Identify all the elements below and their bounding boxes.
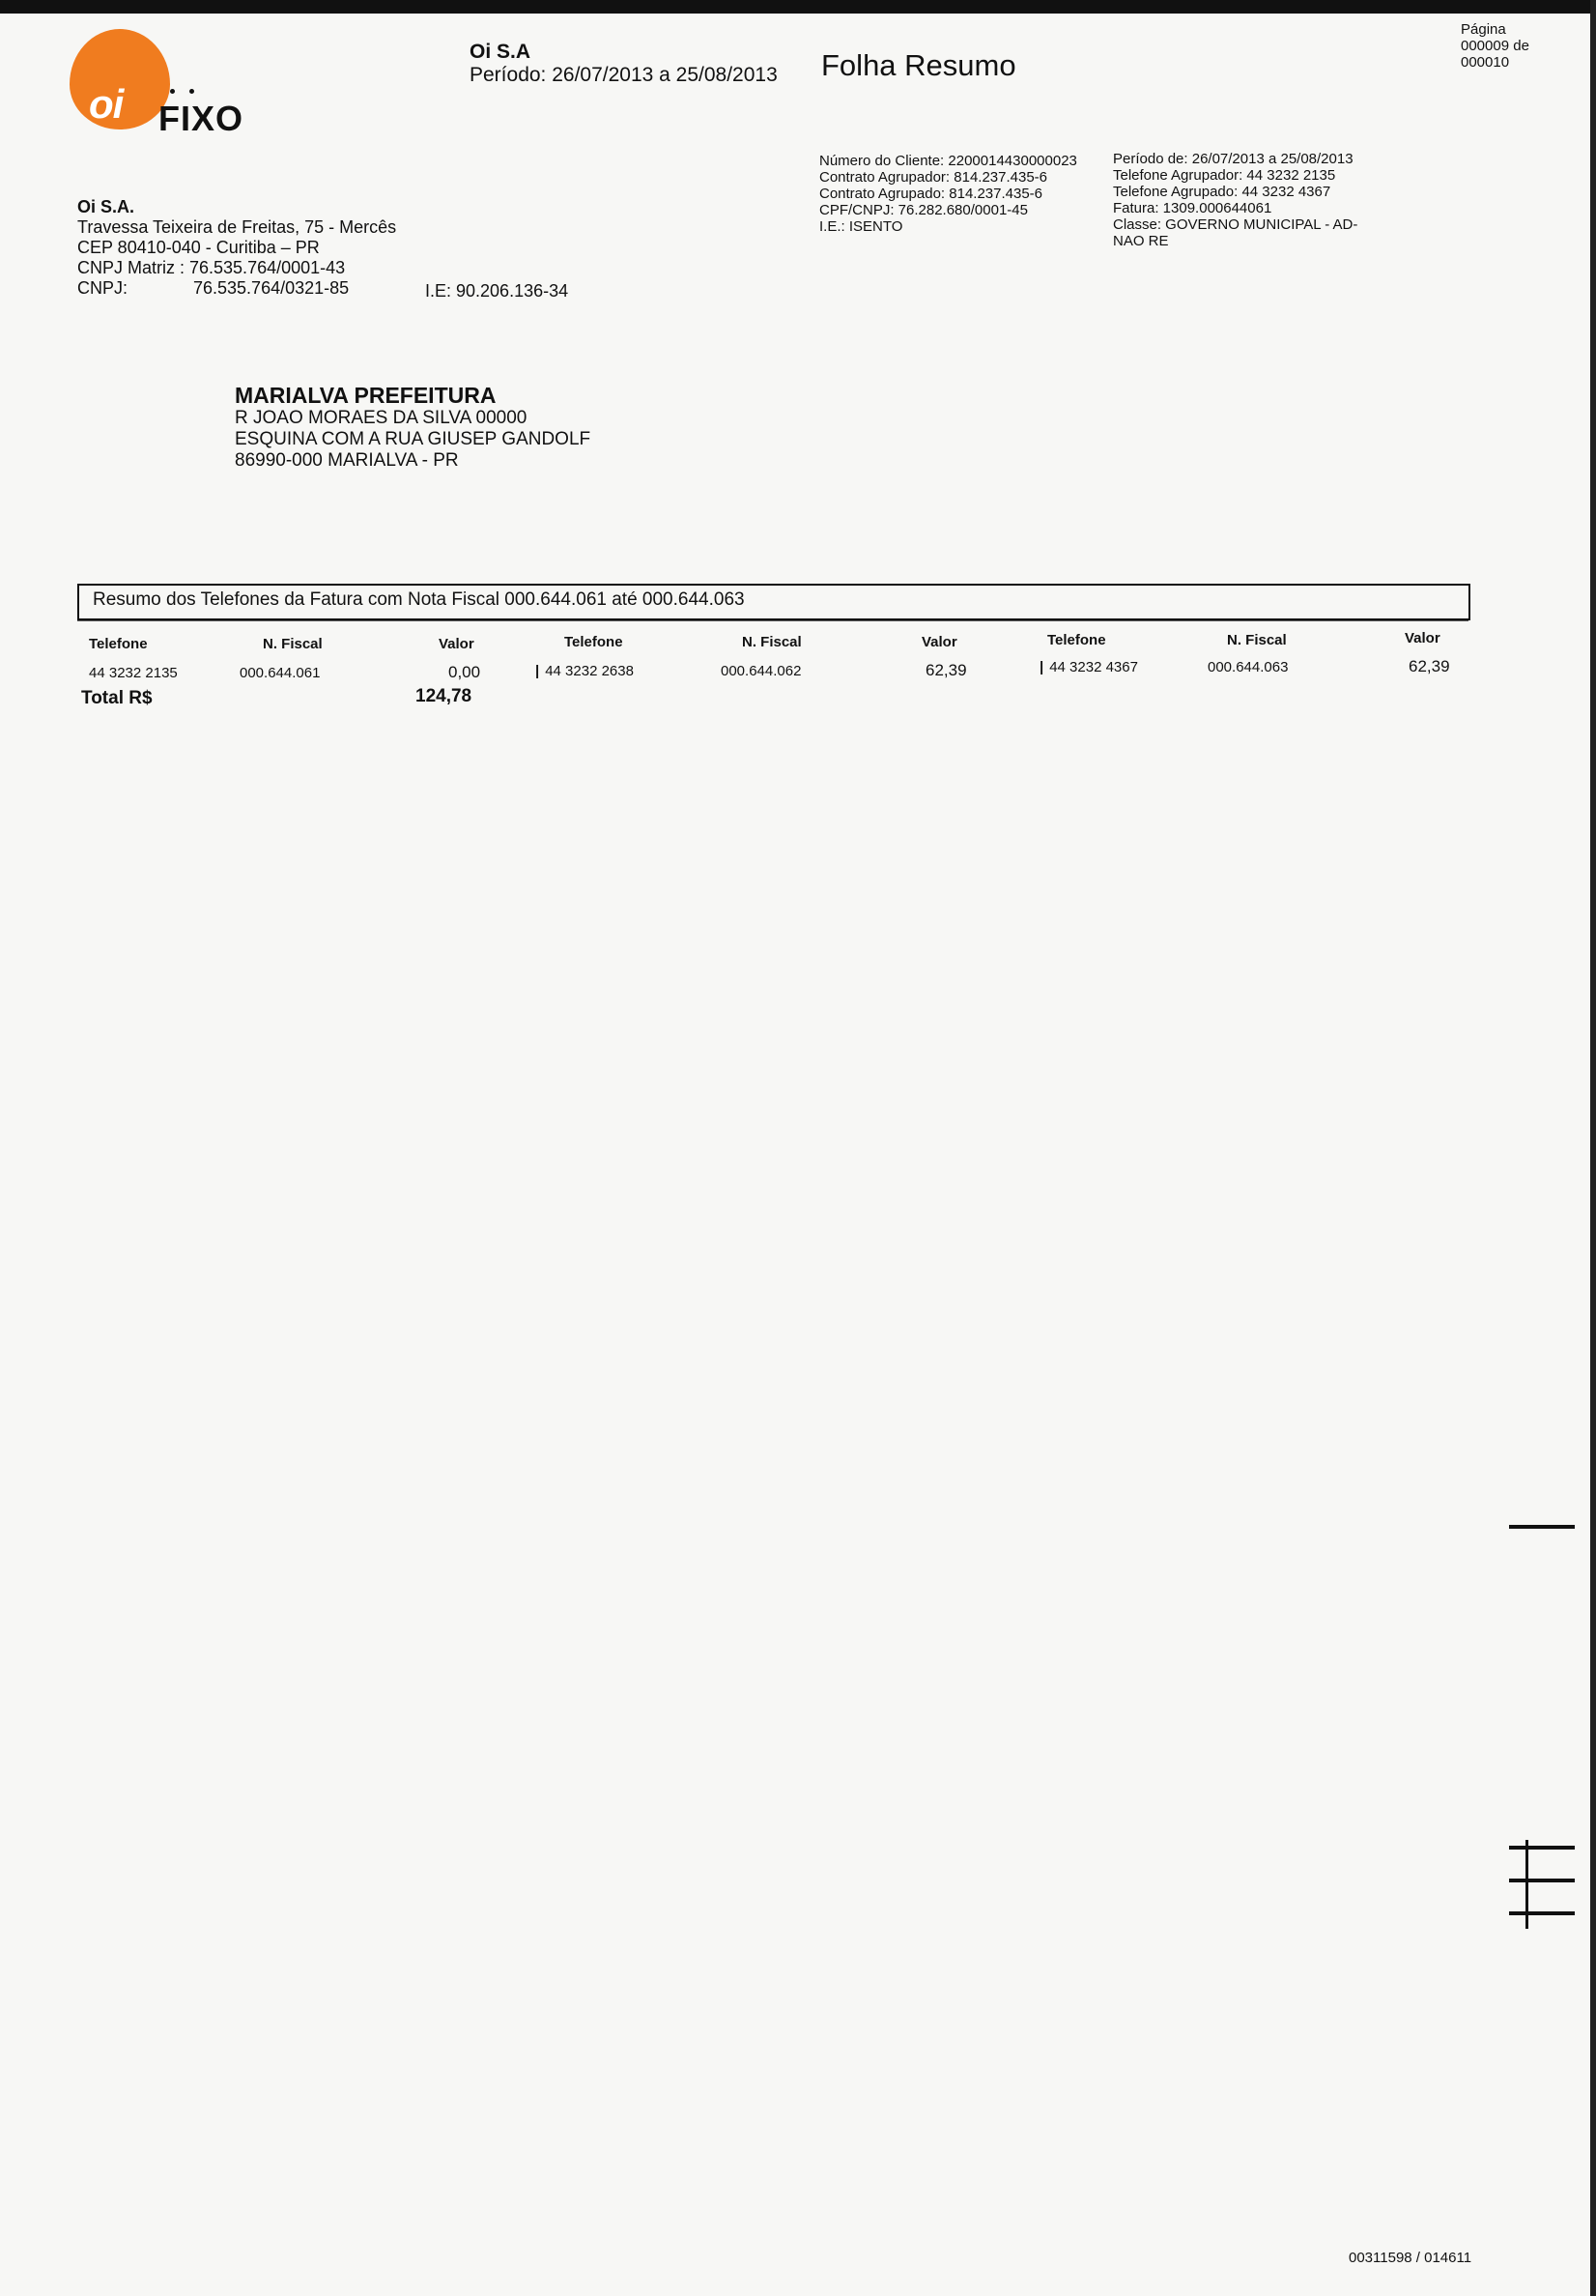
- col-header-valor: Valor: [1405, 630, 1440, 646]
- total-value: 124,78: [415, 686, 472, 706]
- row-telefone: | 44 3232 2638: [535, 663, 634, 679]
- header-company: Oi S.A: [470, 41, 531, 63]
- row-nfiscal: 000.644.062: [721, 663, 802, 679]
- page-total: 000010: [1461, 54, 1510, 71]
- issuer-cnpj: [77, 278, 396, 299]
- client-class: Classe: GOVERNO MUNICIPAL - AD-: [1113, 216, 1358, 233]
- recipient-line: 86990-000 MARIALVA - PR: [235, 450, 459, 471]
- page-title: Folha Resumo: [821, 48, 1016, 82]
- issuer-address: Travessa Teixeira de Freitas, 75 - Mercês: [77, 217, 397, 237]
- col-header-valor: Valor: [439, 636, 474, 652]
- col-header-nfiscal: N. Fiscal: [263, 636, 323, 652]
- scan-right-border: [1590, 0, 1596, 2296]
- page-number: 000009 de: [1461, 38, 1529, 54]
- issuer-cnpj-value: 76.535.764/0321-85: [193, 278, 350, 298]
- row-telefone: | 44 3232 4367: [1040, 659, 1138, 675]
- issuer-cnpj-label: CNPJ:: [77, 278, 128, 298]
- recipient-address: [235, 385, 590, 472]
- header-period: Período: 26/07/2013 a 25/08/2013: [470, 64, 778, 86]
- cpf-cnpj: CPF/CNPJ: 76.282.680/0001-45: [819, 202, 1028, 218]
- summary-title: Resumo dos Telefones da Fatura com Nota Fiscal 000.644.061 até 000.644.063: [93, 589, 745, 610]
- client-number: Número do Cliente: 2200014430000023: [819, 153, 1077, 169]
- scan-mark-vertical: [1525, 1840, 1528, 1929]
- col-header-valor: Valor: [922, 634, 957, 650]
- row-valor: 62,39: [926, 661, 967, 679]
- row-nfiscal: 000.644.063: [1208, 659, 1289, 675]
- col-header-telefone: Telefone: [1047, 632, 1106, 648]
- logo-dot: [170, 89, 175, 94]
- scan-mark: [1509, 1879, 1575, 1882]
- page-label: Página: [1461, 21, 1506, 38]
- client-ie: I.E.: ISENTO: [819, 218, 903, 235]
- client-info-right: [1113, 151, 1403, 249]
- row-telefone: 44 3232 2135: [89, 665, 178, 681]
- issuer-ie: I.E: 90.206.136-34: [425, 281, 569, 301]
- scan-mark: [1509, 1911, 1575, 1915]
- issuer-cnpj-matriz: CNPJ Matriz : 76.535.764/0001-43: [77, 258, 346, 277]
- row-valor: 62,39: [1409, 657, 1450, 675]
- recipient-name: MARIALVA PREFEITURA: [235, 383, 497, 408]
- contract-group: Contrato Agrupador: 814.237.435-6: [819, 169, 1048, 186]
- col-header-nfiscal: N. Fiscal: [742, 634, 802, 650]
- client-info-left: [819, 153, 1077, 235]
- client-class-cont: NAO RE: [1113, 233, 1169, 249]
- page-indicator: [1461, 21, 1529, 71]
- logo-brand-text: oi: [89, 81, 124, 127]
- issuer-block: [77, 197, 396, 299]
- phone-grouped: Telefone Agrupado: 44 3232 4367: [1113, 184, 1331, 200]
- col-header-nfiscal: N. Fiscal: [1227, 632, 1287, 648]
- scan-mark: [1509, 1525, 1575, 1529]
- contract-grouped: Contrato Agrupado: 814.237.435-6: [819, 186, 1043, 202]
- row-nfiscal: 000.644.061: [240, 665, 321, 681]
- total-label: Total R$: [81, 688, 153, 708]
- recipient-line: ESQUINA COM A RUA GIUSEP GANDOLF: [235, 429, 591, 449]
- logo-dot: [189, 89, 194, 94]
- issuer-name: Oi S.A.: [77, 197, 135, 216]
- col-header-telefone: Telefone: [564, 634, 623, 650]
- summary-divider: [77, 620, 1468, 621]
- scan-mark: [1509, 1846, 1575, 1850]
- invoice-number: Fatura: 1309.000644061: [1113, 200, 1272, 216]
- billing-period: Período de: 26/07/2013 a 25/08/2013: [1113, 151, 1354, 167]
- scan-top-border: [0, 0, 1596, 14]
- row-valor: 0,00: [448, 663, 481, 681]
- document-code: 00311598 / 014611: [1349, 2250, 1472, 2266]
- recipient-line: R JOAO MORAES DA SILVA 00000: [235, 408, 527, 428]
- phone-group: Telefone Agrupador: 44 3232 2135: [1113, 167, 1336, 184]
- logo-product-text: FIXO: [158, 99, 244, 138]
- issuer-cep: CEP 80410-040 - Curitiba – PR: [77, 238, 320, 257]
- col-header-telefone: Telefone: [89, 636, 148, 652]
